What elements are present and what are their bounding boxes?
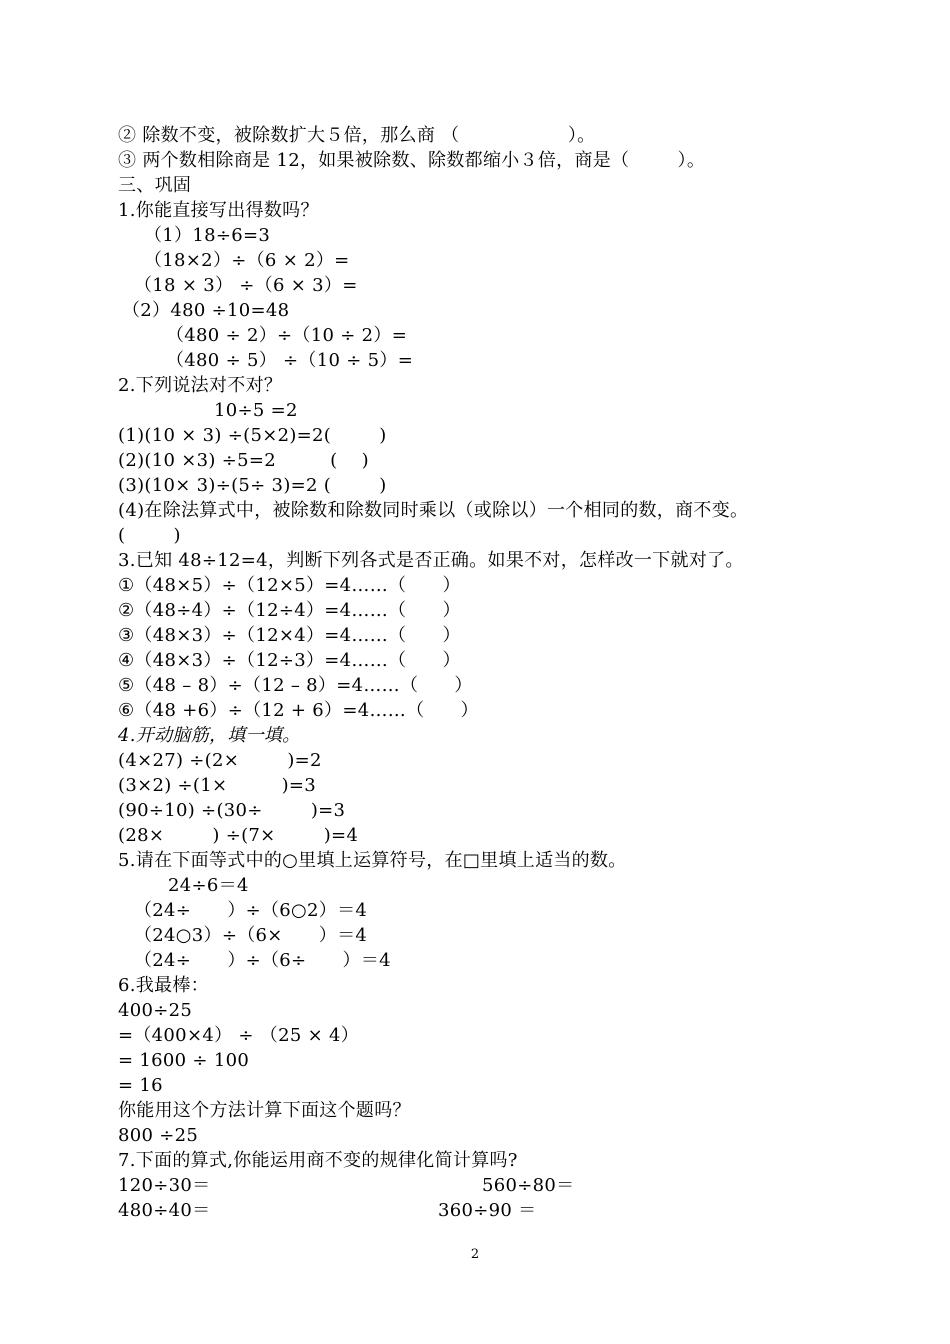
text-line: (28× ) ÷(7× )=4 bbox=[118, 825, 359, 846]
text-line: (1)(10 × 3) ÷(5×2)=2( ) bbox=[118, 425, 387, 446]
text-line: = 16 bbox=[118, 1075, 163, 1096]
text-line: （24÷ ）÷（6○2）＝4 bbox=[134, 900, 368, 921]
text-line: 400÷25 bbox=[118, 1000, 193, 1021]
text-line: 你能用这个方法计算下面这个题吗？ bbox=[118, 1100, 411, 1121]
question-6-heading: 6.我最棒： bbox=[118, 975, 209, 996]
text-line: ④（48×3）÷（12÷3）=4……（ ） bbox=[118, 650, 461, 671]
question-1-heading: 1.你能直接写出得数吗？ bbox=[118, 200, 319, 221]
text-line: (4)在除法算式中，被除数和除数同时乘以（或除以）一个相同的数，商不变。 bbox=[118, 500, 749, 521]
text-line: = 1600 ÷ 100 bbox=[118, 1050, 250, 1071]
text-line: (4×27) ÷(2× )=2 bbox=[118, 750, 322, 771]
text-line: （1）18÷6=3 bbox=[144, 225, 271, 246]
text-line: ( ) bbox=[118, 525, 181, 546]
text-line: ②（48÷4）÷（12÷4）=4……（ ） bbox=[118, 600, 461, 621]
text-line: （18×2）÷（6 × 2）= bbox=[144, 250, 350, 271]
text-line: 10÷5 =2 bbox=[214, 400, 298, 421]
question-2-heading: 2.下列说法对不对？ bbox=[118, 375, 283, 396]
text-line: 120÷30＝ bbox=[118, 1175, 211, 1196]
text-line: （18 × 3） ÷（6 × 3）= bbox=[134, 275, 358, 296]
text-line: （2）480 ÷10=48 bbox=[122, 300, 290, 321]
text-line: =（400×4） ÷ （25 × 4） bbox=[118, 1025, 360, 1046]
text-line: (90÷10) ÷(30÷ )=3 bbox=[118, 800, 346, 821]
text-line: ③ 两个数相除商是 12，如果被除数、除数都缩小３倍，商是（ ）。 bbox=[118, 150, 706, 171]
text-line: (2)(10 ×3) ÷5=2 ( ) bbox=[118, 450, 369, 471]
text-line: （480 ÷ 2）÷（10 ÷ 2）= bbox=[166, 325, 408, 346]
text-line: ⑥（48 +6）÷（12 + 6）=4……（ ） bbox=[118, 700, 479, 721]
text-line: 24÷6＝4 bbox=[168, 875, 249, 896]
text-line: (3×2) ÷(1× )=3 bbox=[118, 775, 317, 796]
text-line: （24○3）÷（6× ）＝4 bbox=[134, 925, 368, 946]
text-line: 360÷90 ＝ bbox=[438, 1200, 537, 1221]
section-heading: 三、巩固 bbox=[118, 175, 192, 196]
text-line: 480÷40＝ bbox=[118, 1200, 211, 1221]
question-7-heading: 7.下面的算式,你能运用商不变的规律化简计算吗? bbox=[118, 1150, 518, 1171]
text-line: （24÷ ）÷（6÷ ）＝4 bbox=[134, 950, 391, 971]
text-line: ③（48×3）÷（12×4）=4……（ ） bbox=[118, 625, 461, 646]
text-line: ② 除数不变，被除数扩大５倍，那么商 （ ）。 bbox=[118, 125, 596, 146]
question-5-heading: 5.请在下面等式中的○里填上运算符号，在□里填上适当的数。 bbox=[118, 850, 627, 871]
text-line: （480 ÷ 5） ÷（10 ÷ 5）= bbox=[166, 350, 414, 371]
question-3-heading: 3.已知 48÷12=4，判断下列各式是否正确。如果不对，怎样改一下就对了。 bbox=[118, 550, 744, 571]
text-line: ①（48×5）÷（12×5）=4……（ ） bbox=[118, 575, 461, 596]
text-line: ⑤（48 – 8）÷（12 – 8）=4……（ ） bbox=[118, 675, 473, 696]
text-line: 560÷80＝ bbox=[482, 1175, 575, 1196]
text-line: (3)(10× 3)÷(5÷ 3)=2 ( ) bbox=[118, 475, 387, 496]
question-4-heading: 4.开动脑筋，填一填。 bbox=[118, 725, 301, 746]
text-line: 800 ÷25 bbox=[118, 1125, 199, 1146]
page-number: 2 bbox=[470, 1247, 480, 1262]
